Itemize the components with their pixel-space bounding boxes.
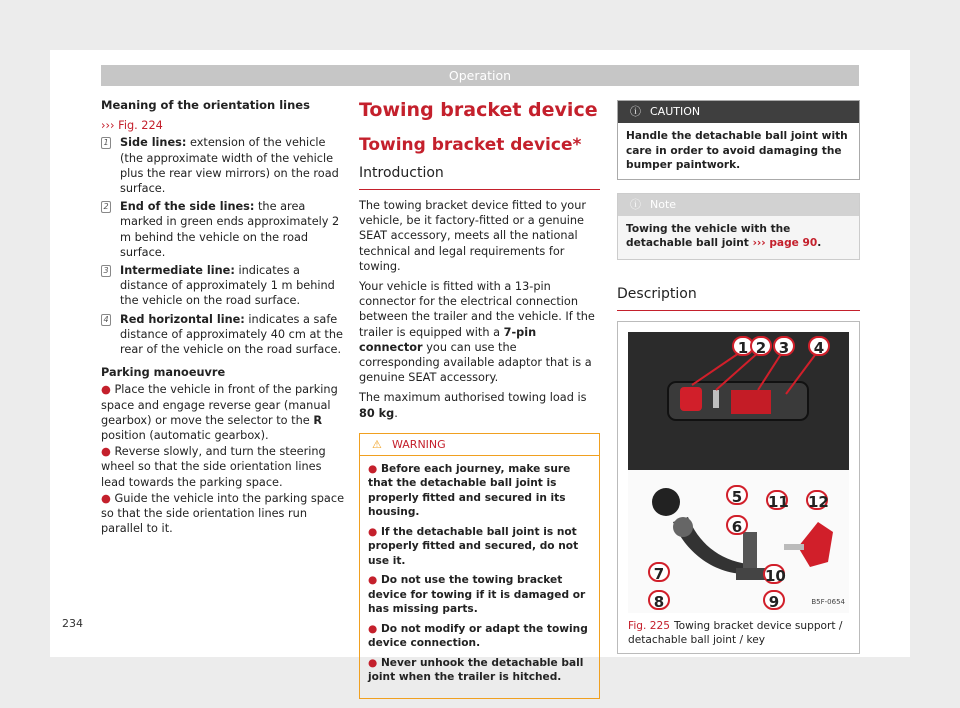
callout-1: 1 xyxy=(732,336,754,356)
column-right xyxy=(617,100,860,654)
bullet-icon: ● xyxy=(101,383,115,397)
warning-item: ● Do not modify or adapt the towing device connection. xyxy=(368,622,588,650)
bullet-icon: ● xyxy=(101,445,115,459)
note-header: ⓘ Note xyxy=(618,194,859,216)
intro-paragraph-1: The towing bracket device fitted to your vehicle, be it factory-fitted or a genuine SEAT accessory, meets all the national technical and legal requirements for towing. xyxy=(359,199,587,273)
callout-3: 3 xyxy=(773,336,795,356)
item-number-badge: 3 xyxy=(101,265,111,277)
warning-item: ● Do not use the towing bracket device for towing if it is damaged or has missing parts. xyxy=(368,574,586,616)
note-text: Towing the vehicle with the detachable ball joint ››› page 90. xyxy=(618,216,859,259)
orientation-item: 1 Side lines: extension of the vehicle (the approximate width of the vehicle plus the rear view mirrors) on the road surface. xyxy=(101,135,344,196)
description-heading: Description xyxy=(617,285,860,311)
section-header: Operation xyxy=(101,65,859,86)
parking-step: ● Place the vehicle in front of the parking space and engage reverse gear (manual gearbox) or move the selector to the R position (automatic gearbox). xyxy=(101,383,338,443)
item-number-badge: 2 xyxy=(101,201,111,213)
orientation-lines-heading: Meaning of the orientation lines xyxy=(101,98,310,112)
column-orientation-lines xyxy=(101,98,344,537)
orientation-item: 2 End of the side lines: the area marked in green ends approximately 2 m behind the vehicle on the road surface. xyxy=(101,199,344,260)
column-towing-bracket xyxy=(359,98,600,699)
towing-bracket-photo xyxy=(628,332,849,613)
orientation-items xyxy=(101,135,344,357)
callout-10: 10 xyxy=(763,564,785,584)
figure-225 xyxy=(617,321,860,654)
callout-7: 7 xyxy=(648,562,670,582)
item-number-badge: 1 xyxy=(101,137,111,149)
parking-manoeuvre-heading: Parking manoeuvre xyxy=(101,366,226,380)
bullet-icon: ● xyxy=(368,525,381,538)
callout-8: 8 xyxy=(648,590,670,610)
parking-bullets xyxy=(101,382,344,536)
intro-paragraph-3: The maximum authorised towing load is 80 kg. xyxy=(359,391,587,420)
callout-4: 4 xyxy=(808,336,830,356)
warning-box xyxy=(359,433,600,699)
bullet-icon: ● xyxy=(368,574,381,587)
callout-6: 6 xyxy=(726,515,748,535)
towing-title: Towing bracket device xyxy=(359,99,598,121)
towing-subtitle: Towing bracket device* xyxy=(359,135,582,155)
introduction-heading: Introduction xyxy=(359,164,600,190)
caution-box xyxy=(617,100,860,180)
parking-step: ● Guide the vehicle into the parking space so that the side orientation lines run parallel to it. xyxy=(101,491,345,536)
intro-paragraph-2: Your vehicle is fitted with a 13-pin connector for the electrical connection between the trailer and the vehicle. If the trailer is equipped with a 7-pin connector you can use the corresponding available adaptor that is a genuine SEAT accessory. xyxy=(359,280,595,385)
orientation-item: 4 Red horizontal line: indicates a safe distance of approximately 40 cm at the rear of the vehicle on the road surface. xyxy=(101,312,344,358)
warning-item: ● If the detachable ball joint is not properly fitted and secured, do not use it. xyxy=(368,525,579,567)
callout-9: 9 xyxy=(763,590,785,610)
parking-step: ● Reverse slowly, and turn the steering wheel so that the side orientation lines lead towards the parking space. xyxy=(101,445,326,489)
bullet-icon: ● xyxy=(368,656,381,669)
bullet-icon: ● xyxy=(368,462,381,475)
page-number: 234 xyxy=(62,617,83,630)
item-number-badge: 4 xyxy=(101,314,111,326)
info-icon: ⓘ xyxy=(630,105,641,118)
warning-item: ● Never unhook the detachable ball joint when the trailer is hitched. xyxy=(368,656,584,684)
figure-caption: Fig. 225 Towing bracket device support / detachable ball joint / key xyxy=(628,619,843,646)
figure-reference-link[interactable]: ››› Fig. 224 xyxy=(101,119,163,133)
callout-2: 2 xyxy=(750,336,772,356)
warning-item: ● Before each journey, make sure that the detachable ball joint is properly fitted and secured in its housing. xyxy=(368,462,571,519)
caution-text: Handle the detachable ball joint with care in order to avoid damaging the bumper paintwork. xyxy=(626,130,848,171)
bullet-icon: ● xyxy=(101,491,115,505)
note-box xyxy=(617,193,860,260)
caution-header: ⓘ CAUTION xyxy=(618,101,859,123)
figure-code: B5F-0654 xyxy=(811,598,845,607)
page-reference-link[interactable]: ››› page 90 xyxy=(752,237,818,249)
callout-11: 11 xyxy=(766,490,788,510)
callout-5: 5 xyxy=(726,485,748,505)
warning-header: ⚠ WARNING xyxy=(360,434,599,456)
warning-icon: ⚠ xyxy=(372,437,382,451)
bullet-icon: ● xyxy=(368,622,381,635)
orientation-item: 3 Intermediate line: indicates a distance of approximately 1 m behind the vehicle on the road surface. xyxy=(101,263,344,309)
callout-12: 12 xyxy=(806,490,828,510)
note-icon: ⓘ xyxy=(630,197,641,211)
warning-list xyxy=(360,456,599,698)
